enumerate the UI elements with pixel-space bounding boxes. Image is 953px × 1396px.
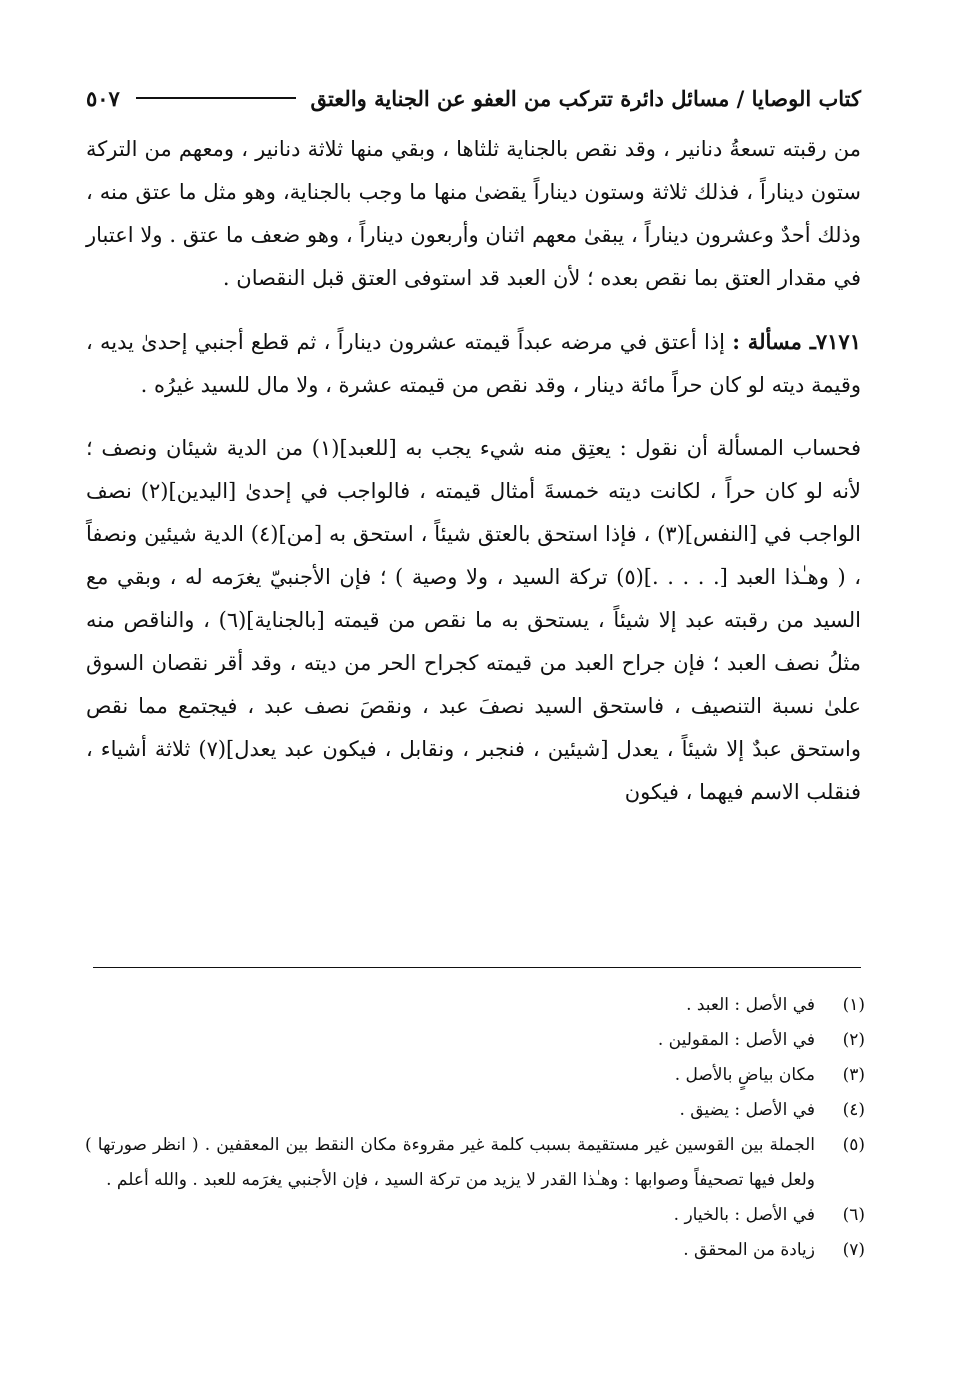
- footnote-text: مكان بياضٍ بالأصل .: [674, 1065, 815, 1085]
- footnote-item: [85, 1023, 865, 1058]
- footnote-number: (٢): [842, 1030, 865, 1050]
- footnote-number: (٦): [842, 1205, 865, 1225]
- footnote-text: الجملة بين القوسين غير مستقيمة بسبب كلمة غير مقروءة مكان النقط بين المعقفين . ( انظر صورتها ) ولعل فيها تصحيفاً وصوابها : وهـٰذا القدر لا يزيد من تركة السيد ، فإن الأجنبي يغرَمه للعبد . والله أعلم .: [85, 1135, 815, 1190]
- footnote-separator: [93, 967, 861, 968]
- footnote-text: في الأصل : بالخيار .: [673, 1205, 815, 1225]
- footnotes: [85, 988, 865, 1268]
- footnote-item: [85, 1093, 865, 1128]
- footnote-text: في الأصل : المقولين .: [657, 1030, 815, 1050]
- issue-text: إذا أعتق في مرضه عبداً قيمته عشرون ديناراً ، ثم قطع أجنبي إحدىٰ يديه ، وقيمة ديته لو كان حراً مائة دينار ، وقد نقص من قيمته عشرة ، ولا مال للسيد غيرُه .: [86, 330, 861, 397]
- paragraph-3: فحساب المسألة أن نقول : يعتِق منه شيء يجب به [للعبد](١) من الدية شيئان ونصف ؛ لأنه لو كان حراً ، لكانت ديته خمسةَ أمثال قيمته ، فالواجب في إحدىٰ [اليدين](٢) نصف الواجب في [النفس](٣) ، فإذا استحق بالعتق شيئاً ، استحق به [من](٤) الدية شيئين ونصفاً ، ( وهـٰذا العبد [. . . . .](٥) تركة السيد ، ولا وصية ) ؛ فإن الأجنبيّ يغرَمه له ، وبقي مع السيد من رقبته عبد إلا شيئاً ، يستحق به ما نقص من قيمته [بالجناية](٦) ، والناقص منه مثلُ نصف العبد ؛ فإن جراح العبد من قيمته كجراح الحر من ديته ، وقد أقر نقصان السوق علىٰ نسبة التنصيف ، فاستحق السيد نصفَ عبد ، ونقصَ نصف عبد ، فيجتمع مما نقص واستحق عبدٌ إلا شيئاً ، يعدل [شيئين ، فنجبر ، ونقابل ، فيكون عبد يعدل](٧) ثلاثة أشياء ، فنقلب الاسم فيهما ، فيكون: [86, 436, 862, 804]
- footnote-item: [85, 1128, 865, 1198]
- paragraph-issue: [86, 320, 861, 407]
- footnote-item: [85, 1058, 865, 1093]
- footnote-item: [85, 1233, 865, 1268]
- footnote-text: في الأصل : العبد .: [686, 995, 815, 1015]
- footnote-text: زيادة من المحقق .: [683, 1240, 815, 1260]
- footnote-number: (١): [842, 995, 865, 1015]
- header-rule: [136, 97, 297, 99]
- footnote-number: (٧): [842, 1240, 865, 1260]
- footnote-number: (٥): [842, 1135, 865, 1155]
- footnote-number: (٤): [842, 1100, 865, 1120]
- running-header: [86, 78, 861, 118]
- footnote-text: في الأصل : يضيق .: [679, 1100, 815, 1120]
- paragraph-1: من رقبته تسعةُ دنانير ، وقد نقص بالجناية ثلثاها ، وبقي منها ثلاثة دنانير ، ومعهم من التركة ستون ديناراً ، فذلك ثلاثة وستون ديناراً يقضىٰ منها ما وجب بالجناية، وهو مثل ما عتق منه ، وذلك أحدٌ وعشرون ديناراً ، يبقىٰ معهم اثنان وأربعون ديناراً ، وهو ضعف ما عتق . ولا اعتبار في مقدار العتق بما نقص بعده ؛ لأن العبد قد استوفى العتق قبل النقصان .: [86, 137, 861, 290]
- footnote-item: [85, 988, 865, 1023]
- header-title: كتاب الوصايا / مسائل دائرة تتركب من العفو عن الجناية والعتق: [310, 85, 861, 111]
- footnote-number: (٣): [842, 1065, 865, 1085]
- issue-label: ٧١٧١ـ مسألة :: [732, 329, 861, 354]
- page-number: ٥٠٧: [86, 85, 120, 111]
- footnote-item: [85, 1198, 865, 1233]
- main-text: [86, 128, 861, 814]
